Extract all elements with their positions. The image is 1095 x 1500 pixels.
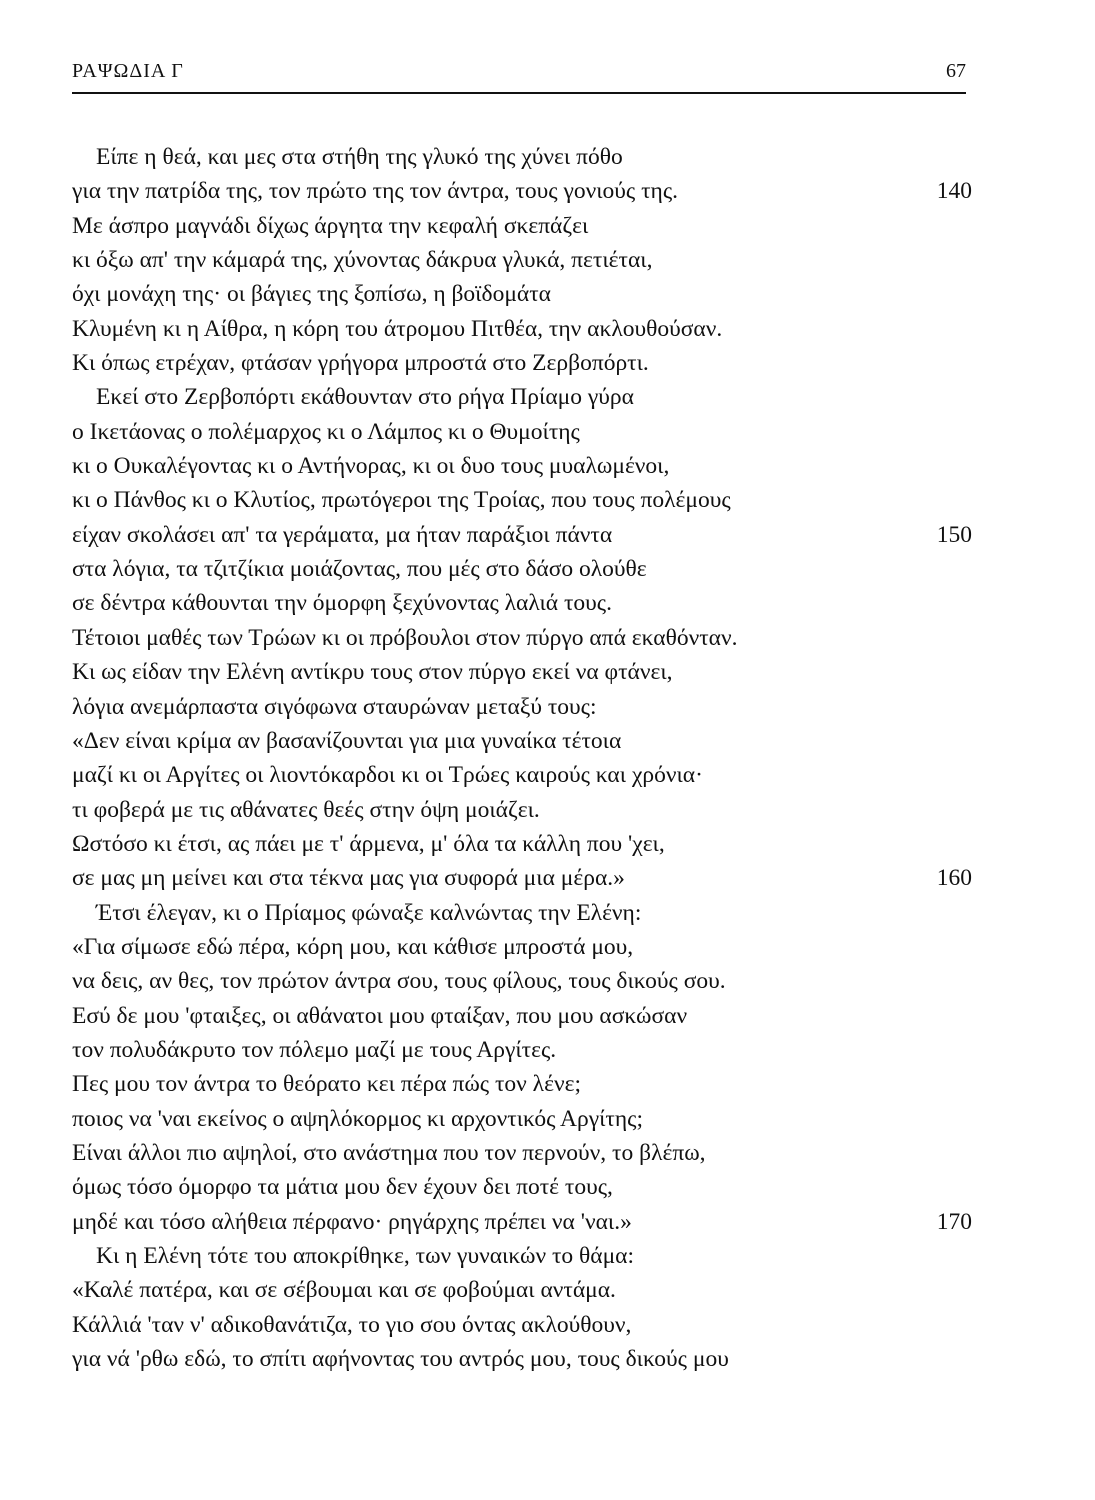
verse-line xyxy=(72,758,972,792)
verse-text: Εκεί στο Ζερβοπόρτι εκάθουνταν στο ρήγα Πρίαμο γύρα xyxy=(96,384,634,411)
verse-line xyxy=(72,1033,972,1067)
verse-line xyxy=(72,964,972,998)
verse-text: λόγια ανεμάρπαστα σιγόφωνα σταυρώναν μεταξύ τους: xyxy=(72,693,597,720)
verse-text: κι ο Ουκαλέγοντας κι ο Αντήνορας, κι οι δυο τους μυαλωμένοι, xyxy=(72,453,670,480)
verse-line xyxy=(72,1136,972,1170)
verse-text: τι φοβερά με τις αθάνατες θεές στην όψη μοιάζει. xyxy=(72,796,540,823)
verse-line xyxy=(72,621,972,655)
verse-text: Πες μου τον άντρα το θεόρατο κει πέρα πώς τον λένε; xyxy=(72,1071,581,1098)
verse-line xyxy=(72,1239,972,1273)
line-number: 170 xyxy=(936,1208,972,1235)
verse-text: «Καλέ πατέρα, και σε σέβουμαι και σε φοβούμαι αντάμα. xyxy=(72,1277,616,1304)
line-number: 150 xyxy=(936,521,972,548)
verse-line xyxy=(72,552,972,586)
verse-line xyxy=(72,380,972,414)
verse-text: Είναι άλλοι πιο αψηλοί, στο ανάστημα που τον περνούν, το βλέπω, xyxy=(72,1139,706,1166)
verse-line xyxy=(72,1102,972,1136)
verse-line xyxy=(72,861,972,895)
verse-line xyxy=(72,1308,972,1342)
verse-text: Ωστόσο κι έτσι, ας πάει με τ' άρμενα, μ' όλα τα κάλλη που 'χει, xyxy=(72,830,665,857)
verse-line xyxy=(72,140,972,174)
verse-line xyxy=(72,449,972,483)
verse-line xyxy=(72,483,972,517)
page-header xyxy=(72,56,966,94)
verse-text: Με άσπρο μαγνάδι δίχως άργητα την κεφαλή σκεπάζει xyxy=(72,212,589,239)
verse-text: τον πολυδάκρυτο τον πόλεμο μαζί με τους Αργίτες. xyxy=(72,1036,557,1063)
line-number: 160 xyxy=(936,865,972,892)
verse-text: μηδέ και τόσο αλήθεια πέρφανο· ρηγάρχης πρέπει να 'ναι.» xyxy=(72,1208,632,1235)
verse-text: όμως τόσο όμορφο τα μάτια μου δεν έχουν δει ποτέ τους, xyxy=(72,1174,613,1201)
verse-line xyxy=(72,312,972,346)
line-number: 140 xyxy=(936,178,972,205)
verse-text: Είπε η θεά, και μες στα στήθη της γλυκό της χύνει πόθο xyxy=(96,144,623,170)
verse-line xyxy=(72,415,972,449)
verse-block xyxy=(72,140,972,1376)
page-number: 67 xyxy=(946,60,966,82)
verse-text: σε δέντρα κάθουνται την όμορφη ξεχύνοντας λαλιά τους. xyxy=(72,590,612,617)
verse-line xyxy=(72,277,972,311)
verse-line xyxy=(72,1205,972,1239)
verse-line xyxy=(72,999,972,1033)
verse-text: σε μας μη μείνει και στα τέκνα μας για συφορά μια μέρα.» xyxy=(72,865,625,892)
verse-text: όχι μονάχη της· οι βάγιες της ξοπίσω, η βοϊδομάτα xyxy=(72,281,551,308)
verse-line xyxy=(72,1273,972,1307)
verse-text: κι όξω απ' την κάμαρά της, χύνοντας δάκρυα γλυκά, πετιέται, xyxy=(72,247,653,274)
verse-line xyxy=(72,1067,972,1101)
verse-text: Κι ως είδαν την Ελένη αντίκρυ τους στον πύργο εκεί να φτάνει, xyxy=(72,659,673,686)
verse-text: στα λόγια, τα τζιτζίκια μοιάζοντας, που μές στο δάσο ολούθε xyxy=(72,556,647,583)
verse-text: «Δεν είναι κρίμα αν βασανίζουνται για μια γυναίκα τέτοια xyxy=(72,727,622,754)
verse-text: Κλυμένη κι η Αίθρα, η κόρη του άτρομου Πιτθέα, την ακλουθούσαν. xyxy=(72,315,723,342)
verse-line xyxy=(72,690,972,724)
verse-text: Κι η Ελένη τότε του αποκρίθηκε, των γυναικών το θάμα: xyxy=(96,1243,635,1269)
verse-line xyxy=(72,209,972,243)
verse-line xyxy=(72,346,972,380)
verse-line xyxy=(72,724,972,758)
verse-text: Εσύ δε μου 'φταιξες, οι αθάνατοι μου φταίξαν, που μου ασκώσαν xyxy=(72,1002,688,1029)
verse-line xyxy=(72,896,972,930)
verse-text: «Για σίμωσε εδώ πέρα, κόρη μου, και κάθισε μπροστά μου, xyxy=(72,933,634,960)
verse-line xyxy=(72,586,972,620)
verse-text: για νά 'ρθω εδώ, το σπίτι αφήνοντας του αντρός μου, τους δικούς μου xyxy=(72,1346,729,1373)
verse-text: είχαν σκολάσει απ' τα γεράματα, μα ήταν παράξιοι πάντα xyxy=(72,521,613,548)
verse-text: ποιος να 'ναι εκείνος ο αψηλόκορμος κι αρχοντικός Αργίτης; xyxy=(72,1105,643,1132)
verse-line xyxy=(72,930,972,964)
verse-text: για την πατρίδα της, τον πρώτο της τον άντρα, τους γονιούς της. xyxy=(72,178,679,205)
verse-text: κι ο Πάνθος κι ο Κλυτίος, πρωτόγεροι της Τροίας, που τους πολέμους xyxy=(72,487,731,514)
verse-text: Κι όπως ετρέχαν, φτάσαν γρήγορα μπροστά στο Ζερβοπόρτι. xyxy=(72,350,649,377)
verse-text: να δεις, αν θες, τον πρώτον άντρα σου, τους φίλους, τους δικούς σου. xyxy=(72,968,726,995)
verse-line xyxy=(72,518,972,552)
verse-line xyxy=(72,1170,972,1204)
verse-text: μαζί κι οι Αργίτες οι λιοντόκαρδοι κι οι Τρώες καιρούς και χρόνια· xyxy=(72,762,703,789)
verse-line xyxy=(72,827,972,861)
verse-text: Έτσι έλεγαν, κι ο Πρίαμος φώναξε καλνώντας την Ελένη: xyxy=(96,899,642,926)
verse-line xyxy=(72,243,972,277)
verse-line xyxy=(72,793,972,827)
verse-text: Τέτοιοι μαθές των Τρώων κι οι πρόβουλοι στον πύργο απά εκαθόνταν. xyxy=(72,624,738,651)
running-title: ΡΑΨΩΔΙΑ Γ xyxy=(72,60,184,82)
verse-text: ο Ικετάονας ο πολέμαρχος κι ο Λάμπος κι ο Θυμοίτης xyxy=(72,418,580,445)
verse-line xyxy=(72,1342,972,1376)
verse-line xyxy=(72,655,972,689)
verse-line xyxy=(72,174,972,208)
verse-text: Κάλλιά 'ταν ν' αδικοθανάτιζα, το γιο σου όντας ακλούθουν, xyxy=(72,1311,632,1338)
